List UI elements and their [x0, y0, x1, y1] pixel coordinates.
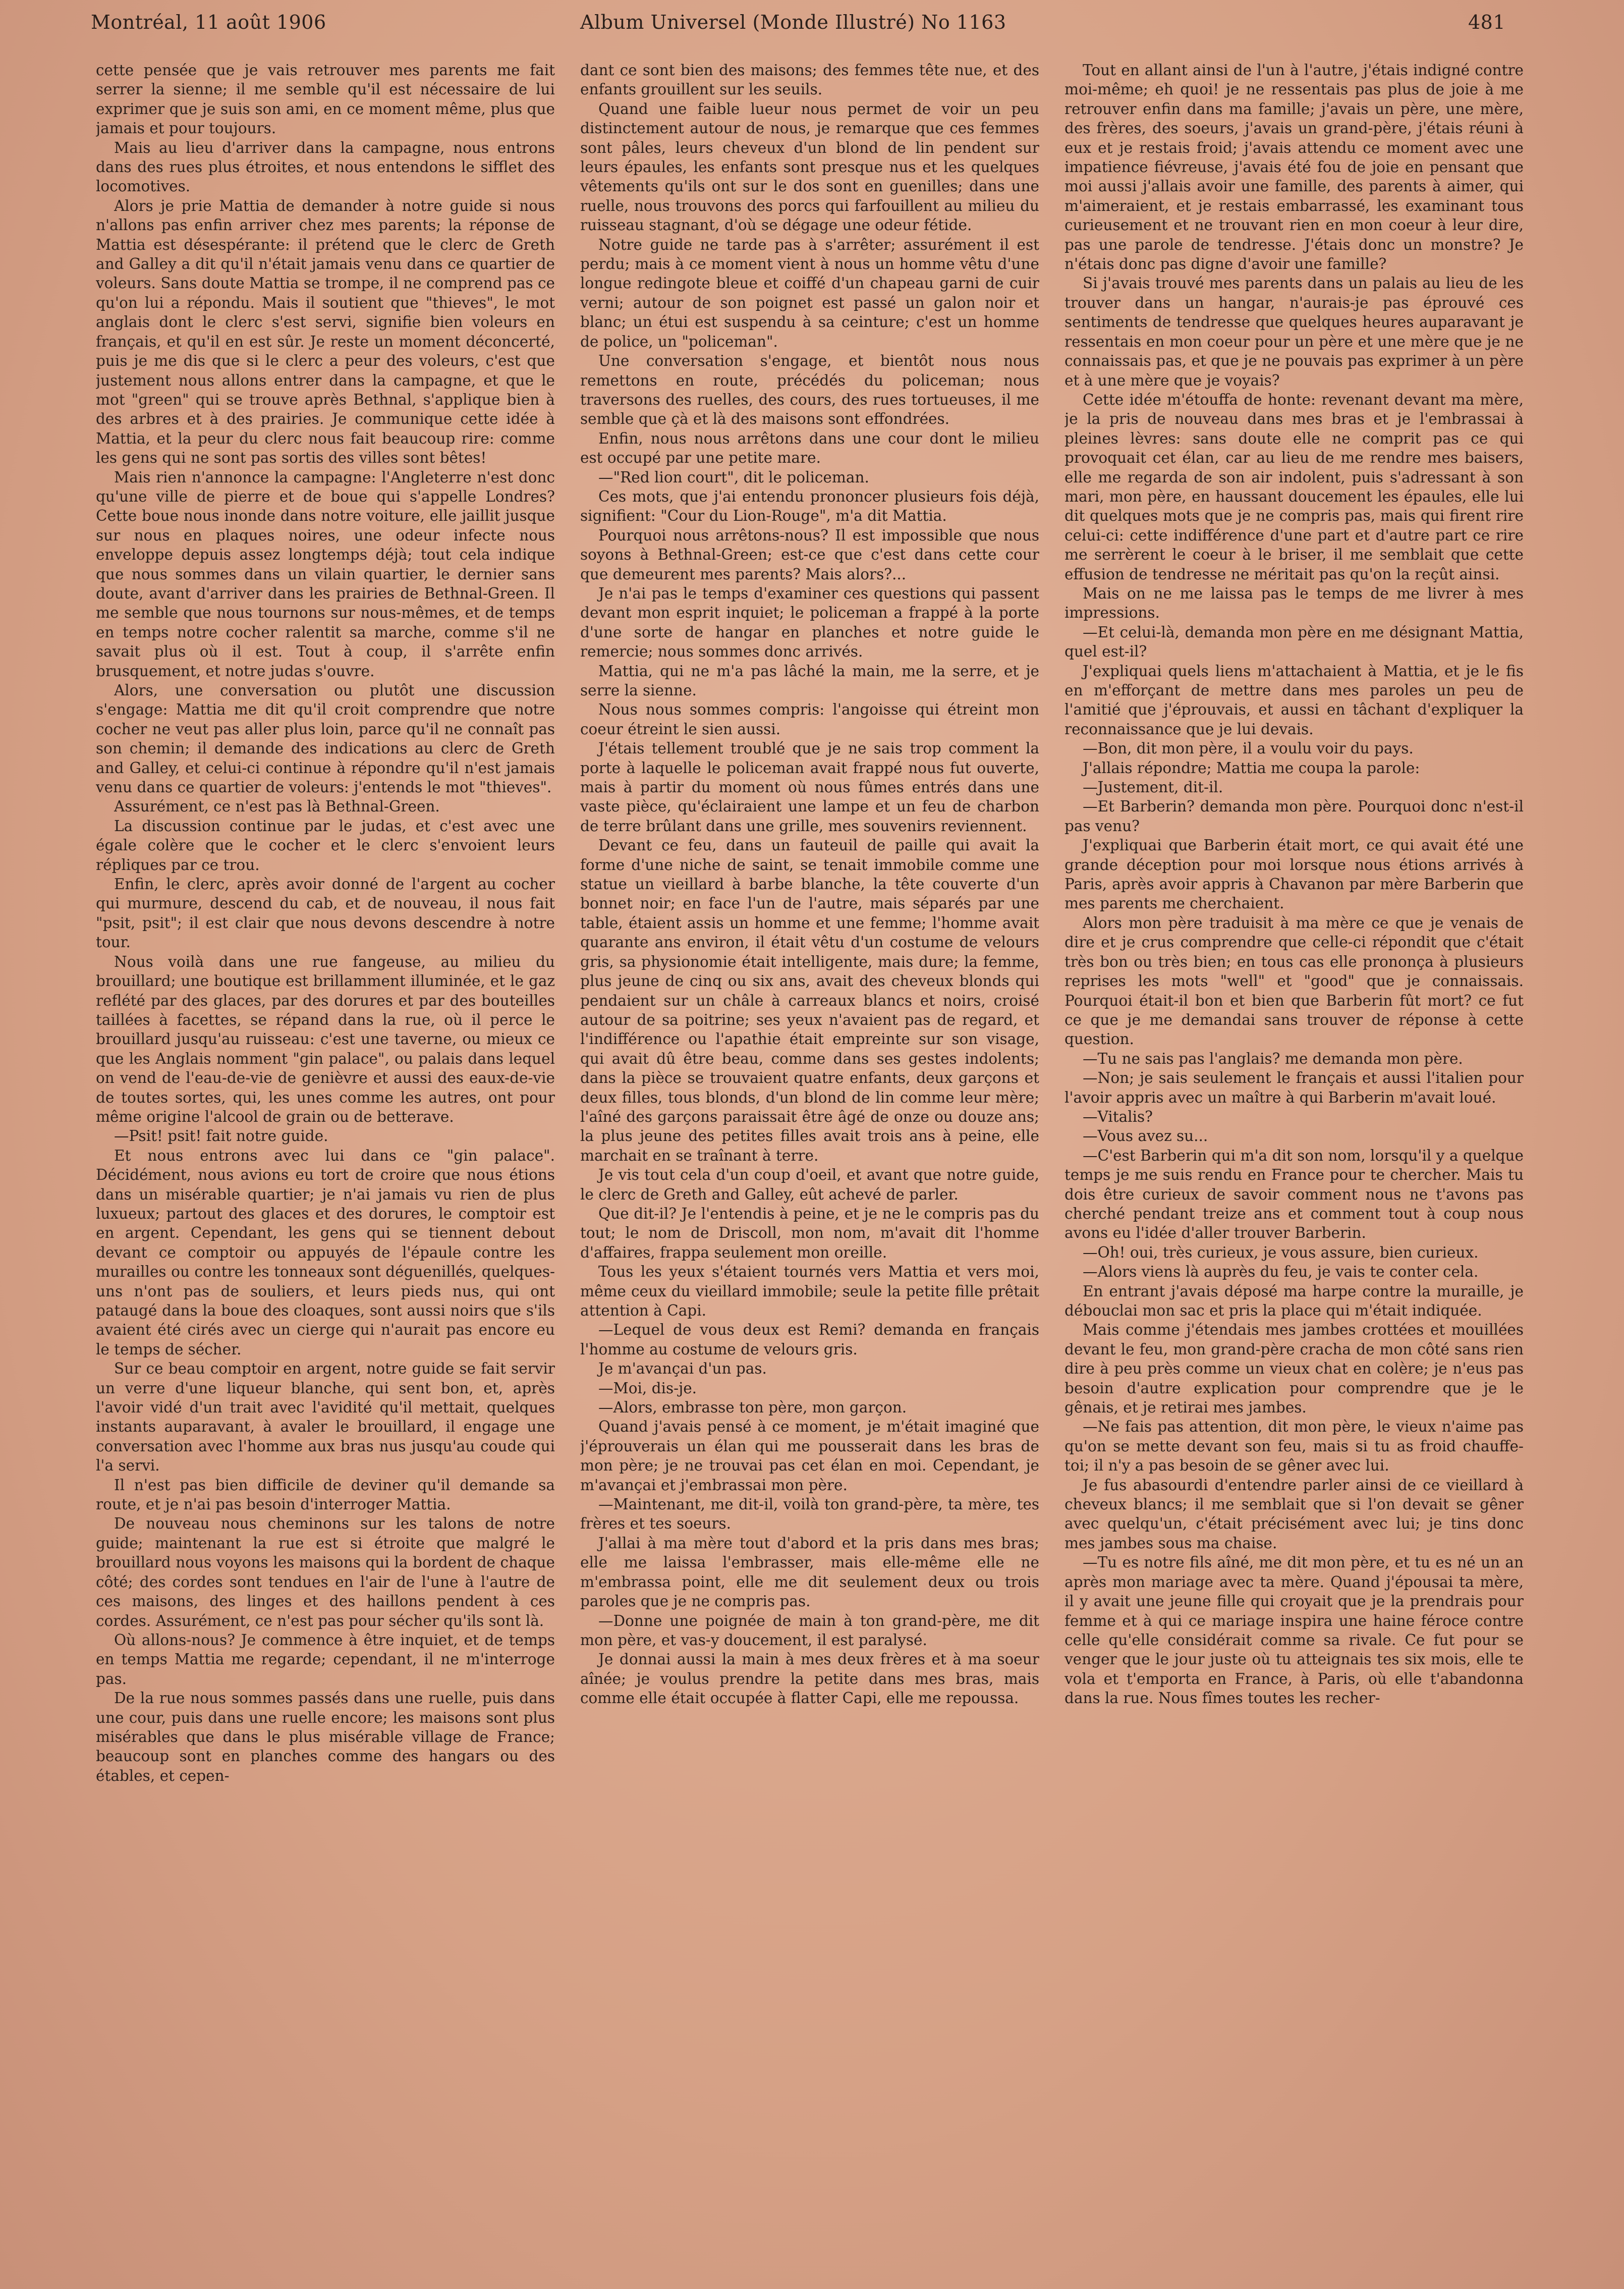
paragraph: Quand une faible lueur nous permet de voir un peu distinctement autour de nous, je remarque que ces femmes sont pâles, leurs cheveux d'un blond de lin pendent sur leurs épaules, les enfants sont presque nus et les quelques vêtements qu'ils ont sur le dos sont en guenilles; dans une ruelle, nous trouvons des porcs qui farfouillent au milieu du ruisseau stagnant, d'où se dégage une odeur fétide.: [580, 100, 1039, 234]
paragraph: —C'est Barberin qui m'a dit son nom, lorsqu'il y a quelque temps je me suis rendu en France pour te chercher. Mais tu dois être curieux de savoir comment nous ne t'avons pas cherché pendant treize ans et comment tout à coup nous avons eu l'idée d'aller trouver Barberin.: [1065, 1147, 1524, 1242]
paragraph: —Alors viens là auprès du feu, je vais te conter cela.: [1083, 1263, 1479, 1281]
header-date: Montréal, 11 août 1906: [91, 11, 326, 33]
paragraph: —Tu ne sais pas l'anglais? me demanda mon père.: [1083, 1050, 1463, 1067]
paragraph: —Vitalis?: [1083, 1108, 1153, 1125]
paragraph: cette pensée que je vais retrouver mes parents me fait serrer la sienne; il me semble qu'il est nécessaire de lui exprimer que je suis son ami, en ce moment même, plus que jamais et pour toujours.: [96, 62, 555, 137]
paragraph: Une conversation s'engage, et bientôt nous nous remettons en route, précédés du policeman; nous traversons des ruelles, des cours, des rues tortueuses, il me semble que çà et là des maisons sont effondrées.: [580, 352, 1039, 428]
paragraph: Enfin, nous nous arrêtons dans une cour dont le milieu est occupé par une petite mare.: [580, 429, 1039, 467]
paragraph: dant ce sont bien des maisons; des femmes tête nue, et des enfants grouillent sur les seuils.: [580, 62, 1039, 98]
text-column-1: [96, 61, 555, 2276]
paragraph: Je vis tout cela d'un coup d'oeil, et avant que notre guide, le clerc de Greth and Galley, eût achevé de parler.: [580, 1166, 1039, 1203]
paragraph: Ces mots, que j'ai entendu prononcer plusieurs fois déjà, signifient: "Cour du Lion-Rouge", m'a dit Mattia.: [580, 487, 1039, 525]
text-column-3: [1065, 61, 1524, 2276]
paragraph: —Tu es notre fils aîné, me dit mon père, et tu es né un an après mon mariage avec ta mère. Quand j'épousai ta mère, il y avait une jeune fille qui croyait que je la prendrais pour femme et à qui ce mariage inspira une haine féroce contre celle qu'elle considérait comme sa rivale. Ce fut pour se venger que le jour juste où tu atteignais tes six mois, elle te vola et t'emporta en France, à Paris, où elle t'abandonna dans la rue. Nous fîmes toutes les recher-: [1065, 1554, 1524, 1707]
paragraph: Il n'est pas bien difficile de deviner qu'il demande sa route, et je n'ai pas besoin d'interroger Mattia.: [96, 1476, 555, 1513]
paragraph: Assurément, ce n'est pas là Bethnal-Green.: [114, 798, 440, 815]
paragraph: Quand j'avais pensé à ce moment, je m'était imaginé que j'éprouverais un élan qui me pousserait dans les bras de mon père; je ne trouvai pas cet élan en moi. Cependant, je m'avançai et j'embrassai mon père.: [580, 1418, 1039, 1494]
paragraph: Je fus abasourdi d'entendre parler ainsi de ce vieillard à cheveux blancs; il me semblait que si l'on devait se gêner avec quelqu'un, c'était précisément avec lui; je tins donc mes jambes sous ma chaise.: [1065, 1476, 1524, 1552]
paragraph: —Alors, embrasse ton père, mon garçon.: [598, 1399, 907, 1416]
paragraph: Je m'avançai d'un pas.: [598, 1360, 767, 1378]
paragraph: —"Red lion court", dit le policeman.: [598, 468, 869, 486]
page-header: [91, 11, 1554, 46]
paragraph: —Et celui-là, demanda mon père en me désignant Mattia, quel est-il?: [1065, 623, 1524, 661]
paragraph: —Donne une poignée de main à ton grand-père, me dit mon père, et vas-y doucement, il est paralysé.: [580, 1612, 1039, 1649]
paragraph: Nous voilà dans une rue fangeuse, au milieu du brouillard; une boutique est brillamment illuminée, et le gaz reflété par des glaces, par des dorures et par des bouteilles taillées à facettes, se répand dans la rue, où il perce le brouillard jusqu'au ruisseau: c'est une taverne, ou mieux ce que les Anglais nomment "gin palace", ou palais dans lequel on vend de l'eau-de-vie de genièvre et aussi des eaux-de-vie de toutes sortes, qui, les unes comme les autres, ont pour même origine l'alcool de grain ou de betterave.: [96, 953, 555, 1125]
paragraph: Alors mon père traduisit à ma mère ce que je venais de dire et je crus comprendre que celle-ci répondit que c'était très bon ou très bien; en tous cas elle prononça à plusieurs reprises les mots "well" et "good" que je connaissais. Pourquoi était-il bon et bien que Barberin fût mort? ce fut ce que je me demandai sans trouver de réponse à cette question.: [1065, 914, 1524, 1048]
article-columns: [96, 61, 1524, 2276]
paragraph: En entrant j'avais déposé ma harpe contre la muraille, je débouclai mon sac et pris la place qui m'était indiquée.: [1065, 1282, 1524, 1319]
paragraph: Mais on ne me laissa pas le temps de me livrer à mes impressions.: [1065, 584, 1524, 622]
header-publication-title: Album Universel (Monde Illustré) No 1163: [580, 11, 1006, 33]
paragraph: J'expliquai quels liens m'attachaient à Mattia, et je le fis en m'efforçant de mettre dans mes paroles un peu de l'amitié que j'éprouvais, et aussi en tâchant d'expliquer la reconnaissance que je lui devais.: [1065, 662, 1524, 738]
paragraph: —Psit! psit! fait notre guide.: [114, 1127, 328, 1145]
paragraph: Cette idée m'étouffa de honte: revenant devant ma mère, je la pris de nouveau dans mes bras et je l'embrassai à pleines lèvres: sans doute elle ne comprit pas ce qui provoquait cet élan, car au lieu de me rendre mes baisers, elle me regarda de son air indolent, puis s'adressant à son mari, mon père, en haussant doucement les épaules, elle lui dit quelques mots que je ne compris pas, mais qui firent rire celui-ci: cette indifférence d'une part et d'autre part ce rire me serrèrent le coeur à le briser, il me semblait que cette effusion de tendresse ne méritait pas qu'on la reçût ainsi.: [1065, 391, 1524, 583]
paragraph: Notre guide ne tarde pas à s'arrêter; assurément il est perdu; mais à ce moment vient à nous un homme vêtu d'une longue redingote bleue et coiffé d'un chapeau garni de cuir verni; autour de son poignet est passé un galon noir et blanc; un étui est suspendu à sa ceinture; c'est un homme de police, un "policeman".: [580, 236, 1039, 350]
paragraph: Nous nous sommes compris: l'angoisse qui étreint mon coeur étreint le sien aussi.: [580, 701, 1039, 738]
paragraph: J'allais répondre; Mattia me coupa la parole:: [1083, 759, 1420, 777]
paragraph: Mais comme j'étendais mes jambes crottées et mouillées devant le feu, mon grand-père cracha de mon côté sans rien dire à peu près comme un vieux chat en colère; je n'eus pas besoin d'autre explication pour comprendre que je le gênais, et je retirai mes jambes.: [1065, 1321, 1524, 1416]
paragraph: Je n'ai pas le temps d'examiner ces questions qui passent devant mon esprit inquiet; le policeman a frappé à la porte d'une sorte de hangar en planches et notre guide le remercie; nous sommes donc arrivés.: [580, 584, 1039, 661]
paragraph: Mais rien n'annonce la campagne: l'Angleterre n'est donc qu'une ville de pierre et de boue qui s'appelle Londres? Cette boue nous inonde dans notre voiture, elle jaillit jusque sur nous en plaques noires, une odeur infecte nous enveloppe depuis assez longtemps déjà; tout cela indique que nous sommes dans un vilain quartier, le dernier sans doute, avant d'arriver dans les prairies de Bethnal-Green. Il me semble que nous tournons sur nous-mêmes, et de temps en temps notre cocher ralentit sa marche, comme s'il ne savait plus où il est. Tout à coup, il s'arrête enfin brusquement, et notre judas s'ouvre.: [96, 468, 555, 680]
paragraph: Tout en allant ainsi de l'un à l'autre, j'étais indigné contre moi-même; eh quoi! je ne ressentais pas plus de joie à me retrouver enfin dans ma famille; j'avais un père, une mère, des frères, des soeurs, j'avais un grand-père, j'étais réuni à eux et je restais froid; j'avais attendu ce moment avec une impatience fiévreuse, j'avais été fou de joie en pensant que moi aussi j'allais avoir une famille, des parents à aimer, qui m'aimeraient, et je restais embarrassé, les examinant tous curieusement et ne trouvant rien en mon coeur à leur dire, pas une parole de tendresse. J'étais donc un monstre? Je n'étais donc pas digne d'avoir une famille?: [1065, 62, 1524, 273]
paragraph: —Non; je sais seulement le français et aussi l'italien pour l'avoir appris avec un maître à qui Barberin m'avait loué.: [1065, 1069, 1524, 1106]
paragraph: Devant ce feu, dans un fauteuil de paille qui avait la forme d'une niche de saint, se tenait immobile comme une statue un vieillard à barbe blanche, la tête couverte d'un bonnet noir; en face l'un de l'autre, mais séparés par une table, étaient assis un homme et une femme; l'homme avait quarante ans environ, il était vêtu d'un costume de velours gris, sa physionomie était intelligente, mais dure; la femme, plus jeune de cinq ou six ans, avait des cheveux blonds qui pendaient sur un châle à carreaux blancs et noirs, croisé autour de sa poitrine; ses yeux n'avaient pas de regard, et l'indifférence ou l'apathie était empreinte sur son visage, qui avait dû être beau, comme dans ses gestes indolents; dans la pièce se trouvaient quatre enfants, deux garçons et deux filles, tous blonds, d'un blond de lin comme leur mère; l'aîné des garçons paraissait être âgé de onze ou douze ans; la plus jeune des petites filles avait trois ans à peine, elle marchait en se traînant à terre.: [580, 837, 1039, 1164]
paragraph: Mais au lieu d'arriver dans la campagne, nous entrons dans des rues plus étroites, et nous entendons le sifflet des locomotives.: [96, 139, 555, 195]
paragraph: J'étais tellement troublé que je ne sais trop comment la porte à laquelle le policeman avait frappé nous fut ouverte, mais à partir du moment où nous fûmes entrés dans une vaste pièce, qu'éclairaient une lampe et un feu de charbon de terre brûlant dans une grille, mes souvenirs reviennent.: [580, 740, 1039, 835]
paragraph: —Ne fais pas attention, dit mon père, le vieux n'aime pas qu'on se mette devant son feu, mais si tu as froid chauffe-toi; il n'y a pas besoin de se gêner avec lui.: [1065, 1418, 1524, 1475]
paragraph: Enfin, le clerc, après avoir donné de l'argent au cocher qui murmure, descend du cab, et de nouveau, il nous fait "psit, psit"; il est clair que nous devons descendre à notre tour.: [96, 876, 555, 951]
paragraph: —Oh! oui, très curieux, je vous assure, bien curieux.: [1083, 1243, 1479, 1261]
paragraph: Que dit-il? Je l'entendis à peine, et je ne le compris pas du tout; le nom de Driscoll, mon nom, m'avait dit l'homme d'affaires, frappa seulement mon oreille.: [580, 1205, 1039, 1261]
paragraph: De la rue nous sommes passés dans une ruelle, puis dans une cour, puis dans une ruelle encore; les maisons sont plus misérables que dans le plus misérable village de France; beaucoup sont en planches comme des hangars ou des étables, et cepen-: [96, 1690, 555, 1784]
paragraph: Mattia, qui ne m'a pas lâché la main, me la serre, et je serre la sienne.: [580, 662, 1039, 699]
paragraph: Tous les yeux s'étaient tournés vers Mattia et vers moi, même ceux du vieillard immobile; seule la petite fille prêtait attention à Capi.: [580, 1263, 1039, 1319]
paragraph: —Et Barberin? demanda mon père. Pourquoi donc n'est-il pas venu?: [1065, 798, 1524, 835]
paragraph: —Maintenant, me dit-il, voilà ton grand-père, ta mère, tes frères et tes soeurs.: [580, 1496, 1039, 1533]
paragraph: De nouveau nous cheminons sur les talons de notre guide; maintenant la rue est si étroite que malgré le brouillard nous voyons les maisons qui la bordent de chaque côté; des cordes sont tendues en l'air de l'une à l'autre de ces maisons, des linges et des haillons pendent à ces cordes. Assurément, ce n'est pas pour sécher qu'ils sont là.: [96, 1515, 555, 1629]
paragraph: Et nous entrons avec lui dans ce "gin palace". Décidément, nous avions eu tort de croire que nous étions dans un misérable quartier; je n'ai jamais vu rien de plus luxueux; partout des glaces et des dorures, le comptoir est en argent. Cependant, les gens qui se tiennent debout devant ce comptoir ou appuyés de l'épaule contre les murailles ou contre les tonneaux sont déguenillés, quelques-uns n'ont pas de souliers, et leurs pieds nus, qui ont pataugé dans la boue des cloaques, sont aussi noirs que s'ils avaient été cirés avec un cierge qui n'aurait pas encore eu le temps de sécher.: [96, 1147, 555, 1358]
paragraph: La discussion continue par le judas, et c'est avec une égale colère que le cocher et le clerc s'envoient leurs répliques par ce trou.: [96, 817, 555, 874]
paragraph: Où allons-nous? Je commence à être inquiet, et de temps en temps Mattia me regarde; cependant, il ne m'interroge pas.: [96, 1631, 555, 1687]
paragraph: —Lequel de vous deux est Remi? demanda en français l'homme au costume de velours gris.: [580, 1321, 1039, 1358]
paragraph: Pourquoi nous arrêtons-nous? Il est impossible que nous soyons à Bethnal-Green; est-ce que c'est dans cette cour que demeurent mes parents? Mais alors?...: [580, 526, 1039, 583]
page-number: 481: [1468, 11, 1506, 33]
paragraph: Je donnai aussi la main à mes deux frères et à ma soeur aînée; je voulus prendre la petite dans mes bras, mais comme elle était occupée à flatter Capi, elle me repoussa.: [580, 1651, 1039, 1707]
text-column-2: [580, 61, 1039, 2276]
paragraph: —Bon, dit mon père, il a voulu voir du pays.: [1083, 740, 1414, 757]
paragraph: Alors je prie Mattia de demander à notre guide si nous n'allons pas enfin arriver chez mes parents; la réponse de Mattia est désespérante: il prétend que le clerc de Greth and Galley a dit qu'il n'était jamais venu dans ce quartier de voleurs. Sans doute Mattia se trompe, il ne comprend pas ce qu'on lui a répondu. Mais il soutient que "thieves", le mot anglais dont le clerc s'est servi, signifie bien voleurs en français, et qu'il en est sûr. Je reste un moment déconcerté, puis je me dis que si le clerc a peur des voleurs, c'est que justement nous allons entrer dans la campagne, et que le mot "green" qui se trouve après Bethnal, s'applique bien à des arbres et à des prairies. Je communique cette idée à Mattia, et la peur du clerc nous fait beaucoup rire: comme les gens qui ne sont pas sortis des villes sont bêtes!: [96, 197, 555, 467]
paragraph: —Moi, dis-je.: [598, 1379, 697, 1397]
paragraph: Alors, une conversation ou plutôt une discussion s'engage: Mattia me dit qu'il croit comprendre que notre cocher ne veut pas aller plus loin, parce qu'il ne connaît pas son chemin; il demande des indications au clerc de Greth and Galley, et celui-ci continue à répondre qu'il n'est jamais venu dans ce quartier de voleurs: j'entends le mot "thieves".: [96, 682, 555, 796]
paragraph: J'expliquai que Barberin était mort, ce qui avait été une grande déception pour moi lorsque nous étions arrivés à Paris, après avoir appris à Chavanon par mère Barberin que mes parents me cherchaient.: [1065, 837, 1524, 912]
paragraph: —Justement, dit-il.: [1083, 779, 1223, 796]
paragraph: Si j'avais trouvé mes parents dans un palais au lieu de les trouver dans un hangar, n'aurais-je pas éprouvé ces sentiments de tendresse que quelques heures auparavant je ressentais en mon coeur pour un père et une mère que je ne connaissais pas, et que je ne pouvais pas exprimer à un père et à une mère que je voyais?: [1065, 275, 1524, 389]
paragraph: —Vous avez su...: [1083, 1127, 1208, 1145]
paragraph: Sur ce beau comptoir en argent, notre guide se fait servir un verre d'une liqueur blanche, qui sent bon, et, après l'avoir vidé d'un trait avec l'avidité qu'il mettait, quelques instants auparavant, à avaler le brouillard, il engage une conversation avec l'homme aux bras nus jusqu'au coude qui l'a servi.: [96, 1360, 555, 1475]
paragraph: J'allai à ma mère tout d'abord et la pris dans mes bras; elle me laissa l'embrasser, mais elle-même elle ne m'embrassa point, elle me dit seulement deux ou trois paroles que je ne compris pas.: [580, 1534, 1039, 1610]
